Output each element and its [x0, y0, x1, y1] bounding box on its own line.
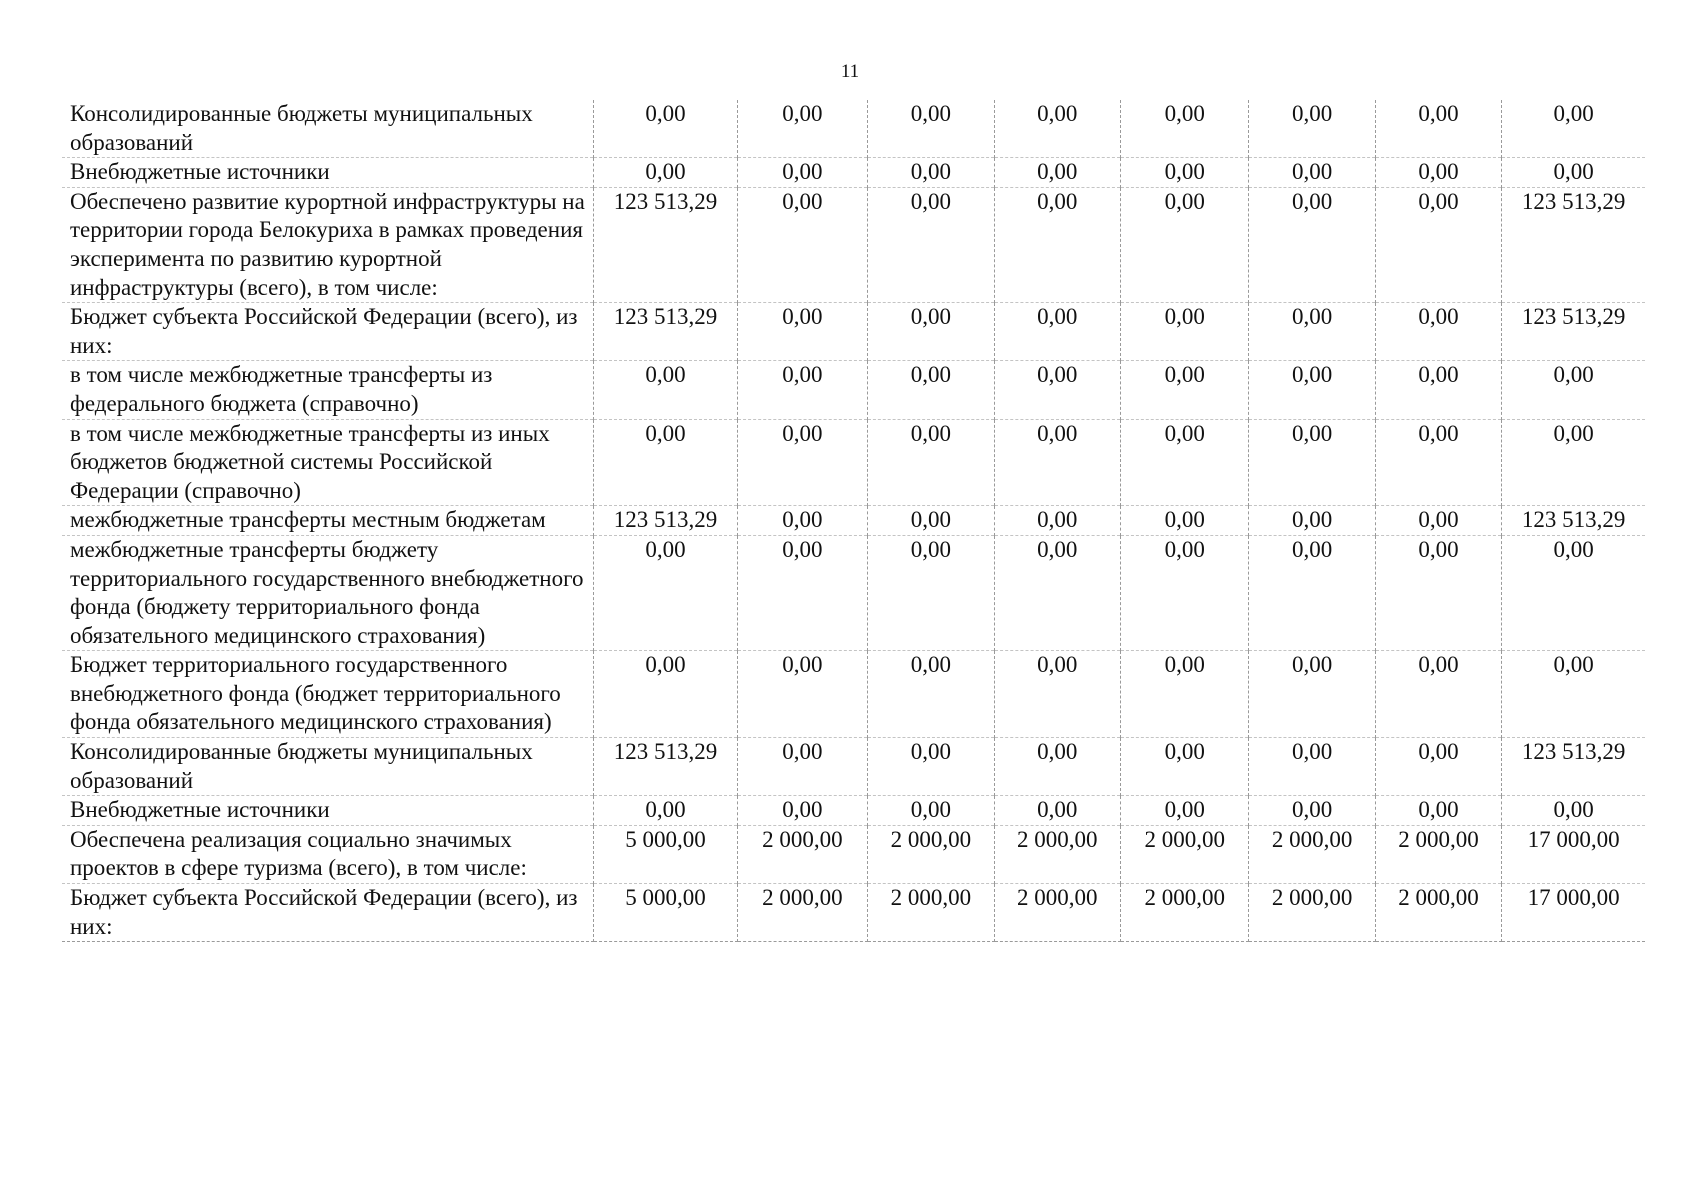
- row-value-cell: 0,00: [1249, 651, 1375, 738]
- row-value-cell: 2 000,00: [868, 884, 994, 942]
- table-row: [62, 535, 1645, 650]
- row-value-cell: 5 000,00: [594, 825, 737, 883]
- row-total-cell: 17 000,00: [1502, 884, 1645, 942]
- table-row: [62, 796, 1645, 826]
- row-value-cell: 0,00: [594, 535, 737, 650]
- row-value-cell: 0,00: [1120, 535, 1248, 650]
- row-label: Консолидированные бюджеты муниципальных образований: [62, 738, 594, 796]
- row-value-cell: 0,00: [594, 361, 737, 419]
- row-label: Консолидированные бюджеты муниципальных образований: [62, 100, 594, 158]
- row-label: в том числе межбюджетные трансферты из иных бюджетов бюджетной системы Российской Федерации (справочно): [62, 419, 594, 506]
- row-value-cell: 0,00: [737, 187, 868, 302]
- row-value-cell: 0,00: [1249, 158, 1375, 188]
- row-value-cell: 2 000,00: [1249, 884, 1375, 942]
- row-total-cell: 17 000,00: [1502, 825, 1645, 883]
- table-row: [62, 825, 1645, 883]
- row-value-cell: 0,00: [868, 535, 994, 650]
- row-value-cell: 0,00: [737, 738, 868, 796]
- row-value-cell: 2 000,00: [868, 825, 994, 883]
- row-value-cell: 0,00: [1375, 100, 1501, 158]
- row-value-cell: 0,00: [868, 100, 994, 158]
- row-total-cell: 123 513,29: [1502, 303, 1645, 361]
- row-value-cell: 0,00: [868, 506, 994, 536]
- row-value-cell: 0,00: [1375, 303, 1501, 361]
- row-value-cell: 0,00: [994, 506, 1120, 536]
- table-body: [62, 100, 1645, 942]
- row-value-cell: 0,00: [1375, 361, 1501, 419]
- row-label: Внебюджетные источники: [62, 158, 594, 188]
- table-row: [62, 738, 1645, 796]
- row-value-cell: 123 513,29: [594, 506, 737, 536]
- row-value-cell: 0,00: [1375, 738, 1501, 796]
- row-value-cell: 0,00: [994, 535, 1120, 650]
- row-value-cell: 2 000,00: [1375, 884, 1501, 942]
- row-value-cell: 0,00: [1375, 535, 1501, 650]
- table-row: [62, 419, 1645, 506]
- row-value-cell: 0,00: [1120, 419, 1248, 506]
- row-value-cell: 0,00: [1120, 651, 1248, 738]
- row-label: в том числе межбюджетные трансферты из федерального бюджета (справочно): [62, 361, 594, 419]
- row-value-cell: 2 000,00: [1120, 884, 1248, 942]
- row-value-cell: 0,00: [594, 796, 737, 826]
- row-value-cell: 0,00: [994, 361, 1120, 419]
- row-value-cell: 0,00: [994, 796, 1120, 826]
- table-row: [62, 506, 1645, 536]
- budget-table: [62, 100, 1645, 942]
- row-label: Обеспечено развитие курортной инфраструктуры на территории города Белокуриха в рамках проведения эксперимента по развитию курортной инфраструктуры (всего), в том числе:: [62, 187, 594, 302]
- row-value-cell: 123 513,29: [594, 738, 737, 796]
- row-total-cell: 0,00: [1553, 101, 1594, 126]
- row-total-cell: 0,00: [1502, 796, 1645, 826]
- row-value-cell: 0,00: [868, 158, 994, 188]
- row-value-cell: 0,00: [1249, 796, 1375, 826]
- row-value-cell: 0,00: [1375, 796, 1501, 826]
- row-value-cell: 2 000,00: [737, 825, 868, 883]
- row-value-cell: 0,00: [1120, 796, 1248, 826]
- table-row: [62, 158, 1645, 188]
- row-total-cell: 123 513,29: [1502, 187, 1645, 302]
- row-label: межбюджетные трансферты местным бюджетам: [62, 506, 594, 536]
- row-value-cell: 0,00: [1120, 361, 1248, 419]
- row-value-cell: 2 000,00: [994, 884, 1120, 942]
- row-value-cell: 5 000,00: [594, 884, 737, 942]
- table-row: [62, 651, 1645, 738]
- row-value-cell: 2 000,00: [737, 884, 868, 942]
- row-value-cell: 0,00: [868, 738, 994, 796]
- row-value-cell: 0,00: [737, 535, 868, 650]
- row-value-cell: 0,00: [994, 100, 1120, 158]
- row-total-cell: 0,00: [1502, 535, 1645, 650]
- row-value-cell: 0,00: [1375, 419, 1501, 506]
- table-row: [62, 187, 1645, 302]
- row-total-cell: 0,00: [1502, 651, 1645, 738]
- row-value-cell: 2 000,00: [1249, 825, 1375, 883]
- row-value-cell: 0,00: [868, 187, 994, 302]
- row-value-cell: 0,00: [868, 303, 994, 361]
- row-total-cell: 0,00: [1502, 361, 1645, 419]
- row-total-cell: 123 513,29: [1502, 738, 1645, 796]
- row-value-cell: 0,00: [1249, 738, 1375, 796]
- row-value-cell: 0,00: [1249, 303, 1375, 361]
- row-value-cell: 0,00: [1120, 187, 1248, 302]
- row-value-cell: 0,00: [1120, 738, 1248, 796]
- row-value-cell: 0,00: [868, 651, 994, 738]
- row-label: межбюджетные трансферты бюджету территориального государственного внебюджетного фонда (бюджету территориального фонда обязательного медицинского страхования): [62, 535, 594, 650]
- row-value-cell: 0,00: [1249, 361, 1375, 419]
- row-label: Бюджет субъекта Российской Федерации (всего), из них:: [62, 884, 594, 942]
- row-value-cell: 0,00: [1375, 506, 1501, 536]
- row-value-cell: 0,00: [737, 158, 868, 188]
- row-value-cell: 0,00: [994, 187, 1120, 302]
- row-value-cell: 0,00: [737, 651, 868, 738]
- row-value-cell: 0,00: [868, 419, 994, 506]
- row-value-cell: 0,00: [1249, 100, 1375, 158]
- row-value-cell: 0,00: [868, 796, 994, 826]
- row-value-cell: 0,00: [737, 506, 868, 536]
- row-value-cell: 0,00: [1120, 100, 1248, 158]
- table-row: [62, 303, 1645, 361]
- row-value-cell: 0,00: [1249, 187, 1375, 302]
- row-value-cell: 0,00: [737, 361, 868, 419]
- table-row: [62, 100, 1645, 158]
- row-value-cell: 0,00: [594, 158, 737, 188]
- row-value-cell: 123 513,29: [594, 187, 737, 302]
- row-value-cell: 0,00: [994, 419, 1120, 506]
- row-total-cell: 0,00: [1502, 419, 1645, 506]
- row-value-cell: 0,00: [1249, 535, 1375, 650]
- row-value-cell: 0,00: [1120, 158, 1248, 188]
- row-label: Бюджет субъекта Российской Федерации (всего), из них:: [62, 303, 594, 361]
- table-row: [62, 361, 1645, 419]
- row-label: Внебюджетные источники: [62, 796, 594, 826]
- row-value-cell: 0,00: [737, 419, 868, 506]
- row-value-cell: 0,00: [994, 303, 1120, 361]
- row-value-cell: 0,00: [737, 100, 868, 158]
- row-value-cell: 123 513,29: [594, 303, 737, 361]
- row-value-cell: 0,00: [1375, 651, 1501, 738]
- row-value-cell: 0,00: [594, 100, 737, 158]
- row-value-cell: 2 000,00: [994, 825, 1120, 883]
- row-value-cell: 0,00: [868, 361, 994, 419]
- row-value-cell: 0,00: [1120, 506, 1248, 536]
- row-value-cell: 0,00: [1120, 303, 1248, 361]
- row-total-cell: 0,00: [1502, 158, 1645, 188]
- row-value-cell: 0,00: [737, 796, 868, 826]
- table-row: [62, 884, 1645, 942]
- row-value-cell: 0,00: [994, 651, 1120, 738]
- row-value-cell: 0,00: [1249, 506, 1375, 536]
- page-number: 11: [840, 61, 860, 82]
- row-value-cell: 0,00: [737, 303, 868, 361]
- row-label: Обеспечена реализация социально значимых проектов в сфере туризма (всего), в том числе:: [62, 825, 594, 883]
- row-value-cell: 0,00: [594, 651, 737, 738]
- row-value-cell: 0,00: [594, 419, 737, 506]
- row-value-cell: 0,00: [1375, 158, 1501, 188]
- row-value-cell: 0,00: [1249, 419, 1375, 506]
- row-label: Бюджет территориального государственного внебюджетного фонда (бюджет территориального фонда обязательного медицинского страхования): [62, 651, 594, 738]
- row-value-cell: 0,00: [1375, 187, 1501, 302]
- row-value-cell: 2 000,00: [1375, 825, 1501, 883]
- row-value-cell: 0,00: [994, 158, 1120, 188]
- row-value-cell: 2 000,00: [1120, 825, 1248, 883]
- row-total-cell: 123 513,29: [1502, 506, 1645, 536]
- row-value-cell: 0,00: [994, 738, 1120, 796]
